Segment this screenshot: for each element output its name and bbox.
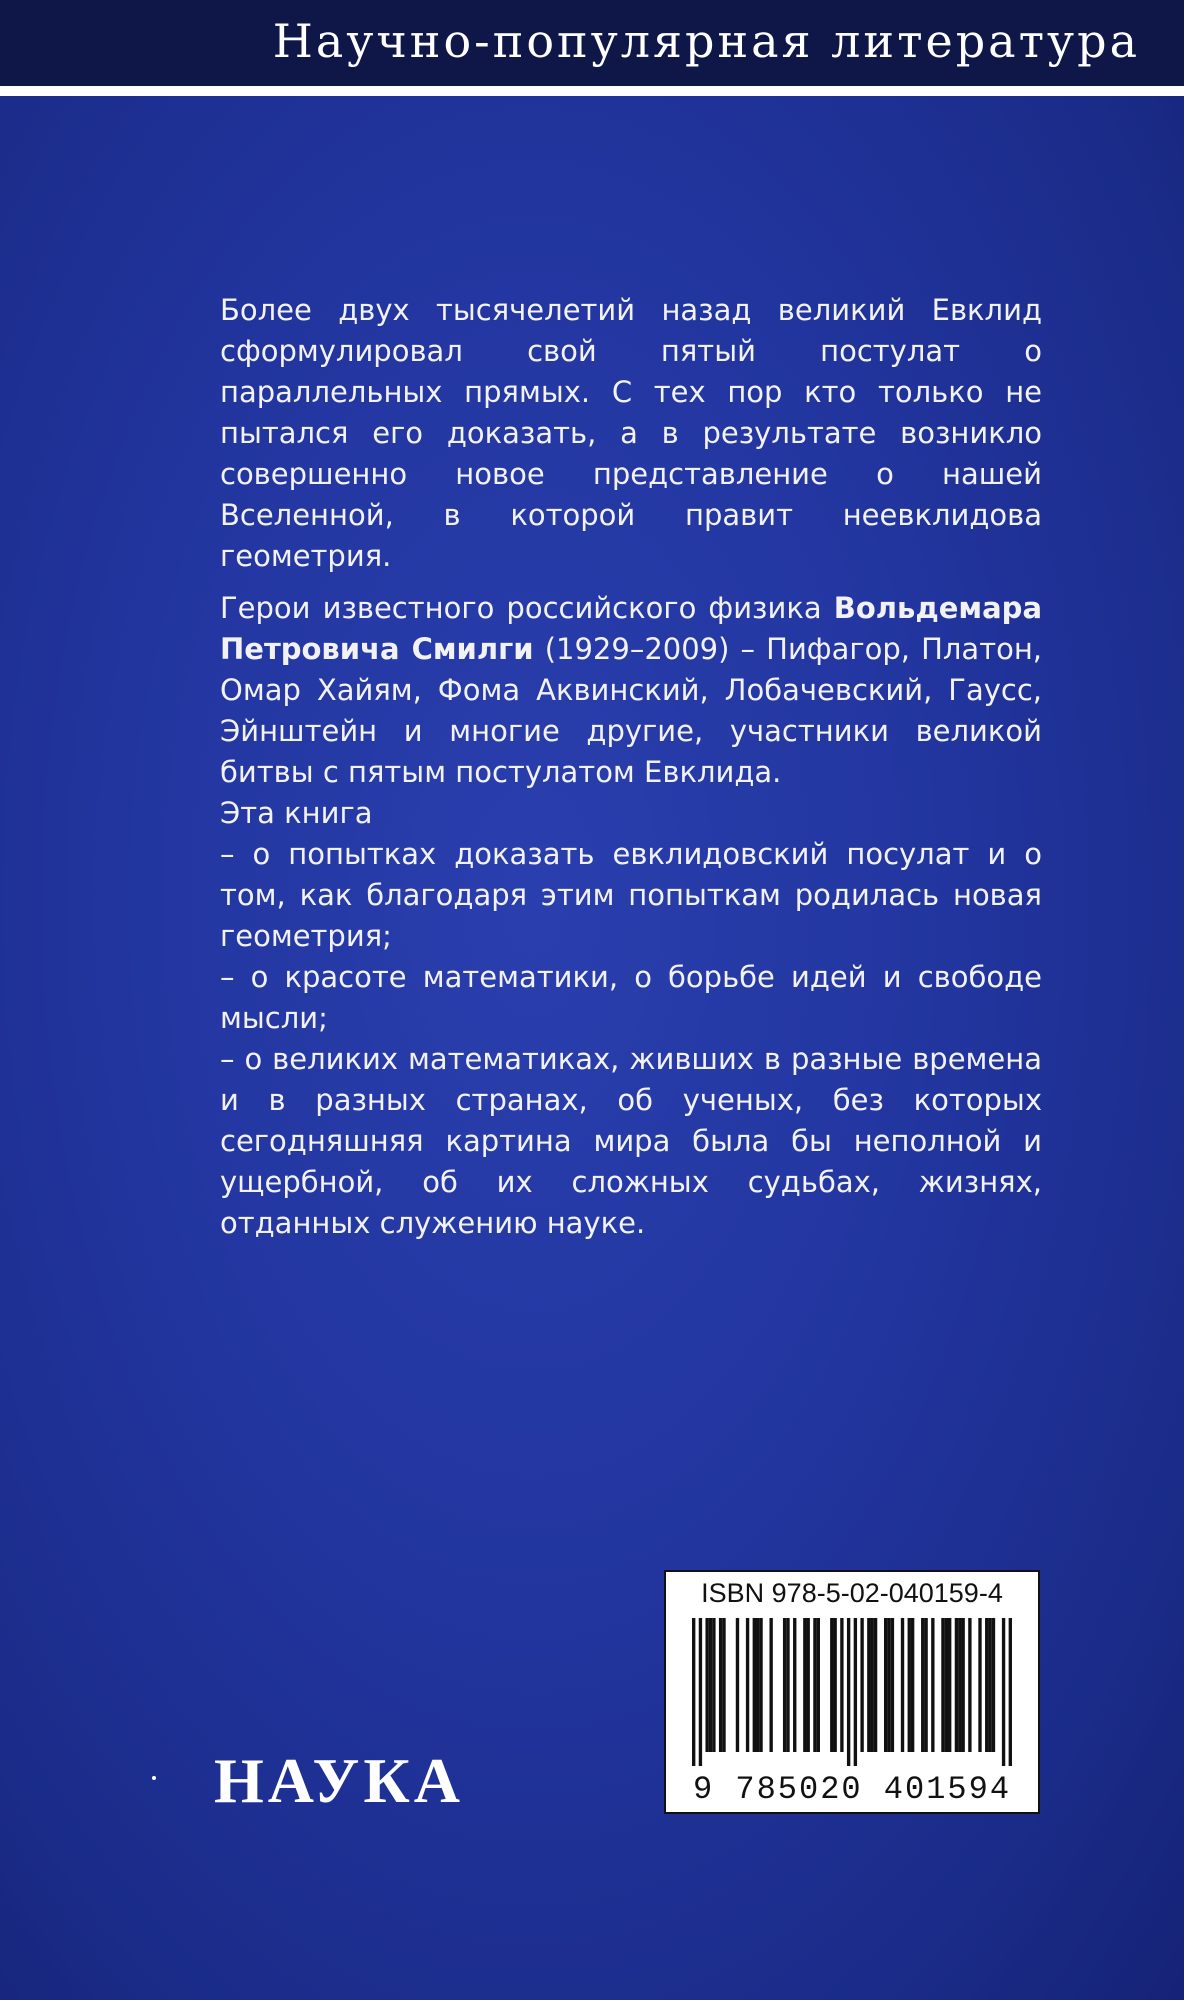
barcode-bar	[840, 1618, 843, 1752]
barcode-bar	[1002, 1618, 1005, 1766]
barcode-bar	[978, 1618, 981, 1752]
barcode-bar	[786, 1618, 789, 1752]
author-name: Вольдемара Петровича Смилги	[220, 591, 1043, 666]
barcode-bar	[958, 1618, 961, 1752]
barcode-bar	[1009, 1618, 1012, 1766]
description-paragraph-1	[220, 290, 1042, 577]
heroes-intro: Герои известного российского физика	[220, 591, 822, 625]
barcode-bar	[945, 1618, 948, 1752]
barcode-bar	[783, 1618, 786, 1752]
book-point-3: – о великих математиках, живших в разные времена и в разных странах, об ученых, без которых сегодняшняя картина мира была бы неполной и ущербной, об их сложных судьбах, жизнях, отданных служению науке.	[220, 1042, 1042, 1240]
barcode-bar	[901, 1618, 904, 1752]
barcode-bar	[908, 1618, 911, 1752]
barcode-bar	[793, 1618, 796, 1752]
barcode-bar	[813, 1618, 816, 1752]
paragraph-text: Более двух тысячелетий назад великий Евклид сформулировал свой пятый постулат о параллельных прямых. С тех пор кто только не пытался его доказать, а в результате возникло совершенно новое представление о нашей Вселенной, в которой правит неевклидова геометрия.	[220, 293, 1042, 573]
book-point-1: – о попытках доказать евклидовский посулат и о том, как благодаря этим попыткам родилась новая геометрия;	[220, 837, 1042, 953]
description-paragraph-2	[220, 588, 1042, 1244]
isbn-barcode	[664, 1570, 1040, 1814]
barcode-bar	[948, 1618, 951, 1752]
barcode-bar	[955, 1618, 958, 1752]
barcode-bar	[941, 1618, 944, 1752]
barcode-bar	[817, 1618, 820, 1752]
publisher-name: НАУКА	[214, 1745, 464, 1816]
barcode-bar	[924, 1618, 927, 1752]
barcode-bar	[921, 1618, 924, 1752]
barcode-bar	[736, 1618, 739, 1752]
barcode-bar	[961, 1618, 964, 1752]
publisher-mark	[152, 1776, 156, 1780]
barcode-bar	[719, 1618, 722, 1752]
heroes-list: (1929–2009) – Пифагор, Платон, Омар Хайям, Фома Аквинский, Лобачевский, Гаусс, Эйнштейн и многие другие, участники великой битвы с пятым постулатом Евклида.	[220, 632, 1043, 789]
barcode-bar	[830, 1618, 833, 1752]
barcode-bars	[692, 1618, 1012, 1766]
series-banner	[0, 0, 1184, 86]
barcode-bar	[891, 1618, 894, 1752]
heroes-paragraph	[220, 588, 1042, 793]
barcode-bar	[867, 1618, 870, 1752]
book-point-2: – о красоте математики, о борьбе идей и свободе мысли;	[220, 960, 1042, 1035]
barcode-bar	[699, 1618, 702, 1766]
barcode-bar	[854, 1618, 857, 1766]
barcode-bar	[709, 1618, 712, 1752]
barcode-bar	[860, 1618, 863, 1752]
barcode-bar	[769, 1618, 772, 1752]
barcode-bar	[884, 1618, 887, 1752]
barcode-bar	[722, 1618, 725, 1752]
series-divider	[0, 86, 1184, 96]
barcode-bar	[988, 1618, 991, 1752]
barcode-bar	[871, 1618, 874, 1752]
barcode-bar	[968, 1618, 971, 1752]
barcode-bar	[992, 1618, 995, 1752]
barcode-bar	[803, 1618, 806, 1752]
barcode-bar	[874, 1618, 877, 1752]
barcode-bar	[807, 1618, 810, 1752]
series-title: Научно-популярная литература	[272, 14, 1140, 68]
barcode-bar	[705, 1618, 708, 1752]
isbn-number: ISBN 978-5-02-040159-4	[701, 1578, 1003, 1608]
barcode-bar	[847, 1618, 850, 1766]
barcode-bar	[833, 1618, 836, 1752]
barcode-digits: 9 785020 401594	[692, 1771, 1012, 1808]
barcode-bar	[692, 1618, 695, 1766]
barcode-bar	[756, 1618, 759, 1752]
barcode-bar	[887, 1618, 890, 1752]
barcode-bar	[985, 1618, 988, 1752]
book-lead: Эта книга	[220, 796, 373, 830]
barcode-bar	[931, 1618, 934, 1752]
barcode-bar	[759, 1618, 762, 1752]
barcode-bar	[911, 1618, 914, 1752]
barcode-bar	[746, 1618, 749, 1752]
barcode-bar	[712, 1618, 715, 1752]
barcode-bar	[753, 1618, 756, 1752]
